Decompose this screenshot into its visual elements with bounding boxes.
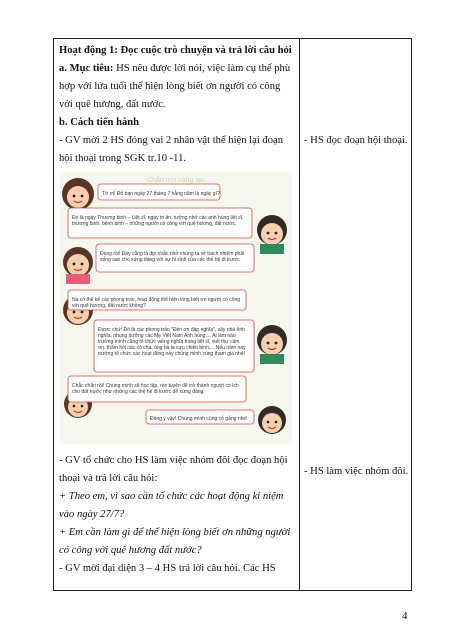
bubble-3-line: sống sao cho xứng đáng với sự hi sinh của các thế hệ đi trước. [100,257,241,263]
dialogue-illustration [60,172,292,444]
question2-line-2: có công với quê hương đất nước? [59,545,202,556]
step3-line-1: - GV mời đại diện 3 – 4 HS trả lời câu hỏi. Các HS [59,563,276,574]
method-label: b. Cách tiến hành [59,117,140,128]
student-note-2: - HS làm việc nhóm đôi. [304,466,409,477]
bubble-6-line: cho đất nước như những các thế hệ đi trước để xứng đáng. [72,389,205,395]
column-divider [299,39,300,590]
activity-title: Hoạt động 1: Đọc cuộc trò chuyện và trả lời câu hỏi [59,45,292,56]
objective-text: HS nêu được lời nói, việc làm cụ thể phù [113,63,291,74]
objective-line-1 [59,60,295,78]
question2-line-1: + Em cần làm gì để thể hiện lòng biết ơn những người [59,527,291,538]
boy-avatar-3 [258,406,286,434]
girl-avatar-1 [62,178,94,210]
bubble-5-line: Được chứ! Đó là các phong trào "Đền ơn đáp nghĩa", xây nhà tình [98,327,245,333]
objective-label: a. Mục tiêu: [59,63,114,74]
step1-line-1: - GV mời 2 HS đóng vai 2 nhân vật thể hiện lại đoạn [59,135,284,146]
bubble-5-line: trường tổ chức các hoạt động này chúng mình cùng tham gia nhé! [98,351,246,357]
illustration-svg [60,172,292,444]
illustration-header: Chân trời sáng tạo [147,177,205,184]
bubble-7-text: Đồng ý vậy! Chúng mình cùng cố gắng nhé! [150,416,248,422]
bubble-2-line: thương binh, bệnh binh – những người có công với quê hương, đất nước. [72,221,237,227]
student-note-1: - HS đọc đoạn hội thoại. [304,135,408,146]
bubble-5-line: trường mình cũng tổ chức viếng nghĩa trang liệt sĩ, viết thư cảm [98,339,240,345]
step2-line-1: - GV tổ chức cho HS làm việc nhóm đôi đọc đoạn hội [59,455,288,466]
bubble-5-line: ơn, thăm hỏi các cô chú, ông bà là cựu chiến binh,... Nếu năm nay [98,345,246,351]
bubble-3-line: Đúng rồi! Đây cũng là dịp nhắc nhở chúng ta về trách nhiệm phải [100,251,245,257]
bubble-4-line: Na có thể kể các phong trào, hoạt động thể hiện lòng biết ơn người có công [72,297,241,303]
boy-avatar-1 [257,215,287,254]
bubble-2-line: Đó là ngày Thương binh – Liệt sĩ, ngày tri ân, tưởng nhớ các anh hùng liệt sĩ, [72,215,244,221]
bubble-2-text [72,214,244,227]
step1-line-2: hội thoại trong SGK tr.10 -11. [59,153,187,164]
step2-line-2: thoại và trả lời câu hỏi: [59,473,158,484]
bubble-3-text [100,250,244,263]
objective-line-3: với quê hương, đất nước. [59,99,166,110]
objective-line-2: hợp với lứa tuổi thể hiện lòng biết ơn người có công [59,81,281,92]
page-number: 4 [402,610,408,622]
bubble-4-line: với quê hương, đất nước không? [72,303,146,309]
bubble-5-line: nghĩa, phụng dưỡng các Mẹ Việt Nam Anh hùng,... Ai làm nào [98,333,236,339]
question1-line-2: vào ngày 27/7? [59,509,125,520]
bubble-5-text [98,327,246,357]
bubble-6-line: Chắc chắn rồi! Chúng mình sẽ học tập, rèn luyện để trở thành người có ích [72,383,239,389]
girl-avatar-2 [63,247,93,284]
bubble-1-text: Tớ ơi! Đố bạn ngày 27 tháng 7 hằng năm là ngày gì? [102,191,220,197]
question1-line-1: + Theo em, vì sao cần tổ chức các hoạt động kỉ niệm [59,491,284,502]
boy-avatar-2 [257,325,287,364]
